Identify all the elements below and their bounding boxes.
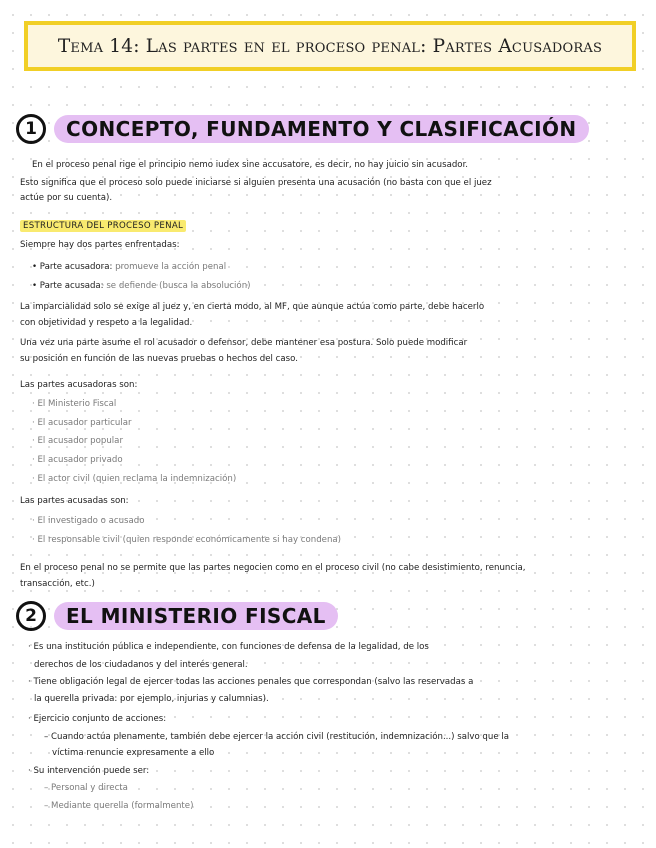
accuser-item: · El acusador privado bbox=[32, 455, 123, 465]
accuser-item: · El Ministerio Fiscal bbox=[32, 399, 117, 409]
impartiality-line-b: con objetividad y respeto a la legalidad. bbox=[20, 318, 193, 328]
section-2-heading bbox=[16, 601, 338, 631]
position-line-b: su posición en función de las nuevas pruebas o hechos del caso. bbox=[20, 354, 298, 364]
civil-line-b: transacción, etc.) bbox=[20, 579, 95, 589]
ministerio-bullet-2b: la querella privada: por ejemplo, injurias y calumnias). bbox=[34, 694, 269, 704]
ministerio-sub-4: – Mediante querella (formalmente) bbox=[44, 801, 194, 811]
section-2-title: EL MINISTERIO FISCAL bbox=[54, 602, 338, 630]
section-1-number: 1 bbox=[16, 114, 46, 144]
ministerio-sub-4: – Personal y directa bbox=[44, 783, 128, 793]
structure-item-label: • Parte acusada: bbox=[32, 281, 104, 291]
accused-item: · El investigado o acusado bbox=[32, 516, 145, 526]
ministerio-bullet-1a: · Es una institución pública e independiente, con funciones de defensa de la legalidad, de los bbox=[28, 642, 429, 652]
title-box bbox=[24, 21, 636, 71]
impartiality-line-a: La imparcialidad solo se exige al juez y, en cierta modo, al MF, que aunque actúa como parte, debe hacerlo bbox=[20, 302, 485, 312]
structure-item-desc: se defiende (busca la absolución) bbox=[106, 281, 251, 291]
structure-heading bbox=[20, 221, 186, 232]
structure-item bbox=[32, 262, 226, 273]
accuser-item: · El acusador popular bbox=[32, 436, 123, 446]
accused-item: · El responsable civil (quien responde económicamente si hay condena) bbox=[32, 535, 342, 545]
accuser-item: · El actor civil (quien reclama la indemnización) bbox=[32, 474, 237, 484]
intro-line-1: En el proceso penal rige el principio nemo iudex sine accusatore, es decir, no hay juicio sin acusador. bbox=[32, 160, 469, 170]
intro-line-2b: actúe por su cuenta). bbox=[20, 193, 113, 203]
structure-item bbox=[32, 281, 251, 292]
position-line-a: Una vez una parte asume el rol acusador o defensor, debe mantener esa postura. Solo puede modificar bbox=[20, 338, 468, 348]
page-title: Tema 14: Las partes en el proceso penal: Partes Acusadoras bbox=[57, 35, 603, 57]
section-1-heading bbox=[16, 114, 589, 144]
structure-lead: Siempre hay dos partes enfrentadas: bbox=[20, 240, 180, 250]
accusers-lead: Las partes acusadoras son: bbox=[20, 380, 138, 390]
intro-line-2a: Esto significa que el proceso solo puede iniciarse si alguien presenta una acusación (no basta con que el juez bbox=[20, 178, 492, 188]
section-2-number: 2 bbox=[16, 601, 46, 631]
section-1-title: CONCEPTO, FUNDAMENTO Y CLASIFICACIÓN bbox=[54, 115, 589, 143]
structure-item-desc: promueve la acción penal bbox=[115, 262, 227, 272]
ministerio-sub-3a: – Cuando actúa plenamente, también debe ejercer la acción civil (restitución, indemnización...) salvo que la bbox=[44, 732, 510, 742]
accused-lead: Las partes acusadas son: bbox=[20, 496, 129, 506]
ministerio-bullet-4: · Su intervención puede ser: bbox=[28, 766, 150, 776]
structure-item-label: • Parte acusadora: bbox=[32, 262, 113, 272]
ministerio-bullet-2a: · Tiene obligación legal de ejercer todas las acciones penales que correspondan (salvo las reservadas a bbox=[28, 677, 474, 687]
ministerio-bullet-1b: derechos de los ciudadanos y del interés general. bbox=[34, 660, 248, 670]
ministerio-sub-3b: víctima renuncie expresamente a ello bbox=[52, 748, 215, 758]
civil-line-a: En el proceso penal no se permite que las partes negocien como en el proceso civil (no cabe desistimiento, renuncia, bbox=[20, 563, 526, 573]
accuser-item: · El acusador particular bbox=[32, 418, 132, 428]
structure-heading-text: ESTRUCTURA DEL PROCESO PENAL bbox=[20, 220, 186, 232]
ministerio-bullet-3: · Ejercicio conjunto de acciones: bbox=[28, 714, 167, 724]
